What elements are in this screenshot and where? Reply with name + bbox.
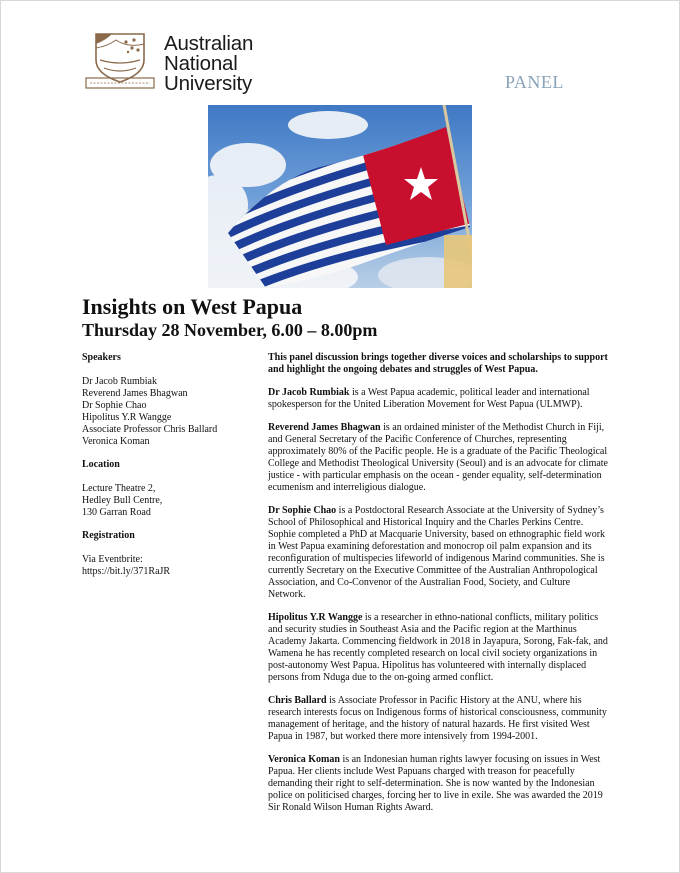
bio-text: is Associate Professor in Pacific History at the ANU, where his research interests focus on Indigenous forms of historical consciousness, community management of heritage, and the history of natural hazards. He first visited West Papua in 1987, but worked there more intensively from 1994-2001. — [268, 695, 607, 742]
bio-chao — [268, 505, 608, 601]
speaker-item: Associate Professor Chris Ballard — [82, 424, 218, 435]
bio-bhagwan — [268, 422, 608, 494]
event-details-sidebar — [82, 352, 257, 589]
registration-heading: Registration — [82, 530, 135, 541]
flag-illustration — [208, 105, 472, 288]
intro-paragraph: This panel discussion brings together diverse voices and scholarships to support and highlight the ongoing debates and struggles of West Papua. — [268, 352, 608, 375]
speakers-list — [82, 376, 257, 448]
bio-wangge — [268, 612, 608, 684]
bio-name: Dr Jacob Rumbiak — [268, 387, 350, 398]
bio-text: is a Postdoctoral Research Associate at the University of Sydney’s School of Philosophical and Historical Inquiry and the Charles Perkins Centre. Sophie completed a PhD at Macquarie University, based on ethnographic field work in West Papua examining deforestation and monocrop oil palm expansion and its reconfiguration of multispecies lifeworld of indigenous Marind communities. She is currently Secretary on the Executive Committee of the Australian Anthropological Association, and Co-Convenor of the Australian Food, Society, and Culture Network. — [268, 505, 606, 600]
speaker-item: Veronica Koman — [82, 436, 150, 447]
event-title: Insights on West Papua — [82, 294, 303, 319]
speaker-item: Dr Jacob Rumbiak — [82, 376, 157, 387]
speakers-heading: Speakers — [82, 352, 121, 363]
bio-rumbiak — [268, 387, 608, 411]
event-date: Thursday 28 November, 6.00 – 8.00pm — [82, 320, 378, 340]
bio-text: is an ordained minister of the Methodist Church in Fiji, and General Secretary of the Pacific Conference of Churches, representing approximately 80% of the Pacific people. He is a graduate of the Pacific Theological College and Methodist Theological University (Seoul) and is an advocate for climate justice - with particular emphasis on the ocean - gender equality, self-determination ecumenism and interreligious dialogue. — [268, 422, 608, 493]
speaker-item: Dr Sophie Chao — [82, 400, 147, 411]
location-line: Hedley Bull Centre, — [82, 495, 163, 506]
logo-line-3: University — [164, 72, 252, 95]
bio-name: Reverend James Bhagwan — [268, 422, 381, 433]
speaker-item: Hipolitus Y.R Wangge — [82, 412, 172, 423]
panel-tag: PANEL — [505, 72, 564, 92]
main-column — [268, 352, 608, 825]
bio-text: is a West Papua academic, political leader and international spokesperson for the United Liberation Movement for West Papua (ULMWP). — [268, 387, 590, 410]
location-heading: Location — [82, 459, 120, 470]
speaker-item: Reverend James Bhagwan — [82, 388, 188, 399]
bio-ballard — [268, 695, 608, 743]
registration-line: Via Eventbrite: — [82, 554, 143, 565]
bio-name: Chris Ballard — [268, 695, 327, 706]
registration-lines — [82, 554, 257, 578]
bio-text: is a researcher in ethno-national conflicts, military politics and security studies in Southeast Asia and the Pacific region at the Marthinus Academy Jakarta. Commencing fieldwork in 2018 in Jayapura, Sorong, Fak-fak, and Wamena he has recently completed research on local civil society organizations in post-autonomy West Papua. Hipolitus has volunteered with internally displaced persons from Nduga due to the on-going armed conflict. — [268, 612, 608, 683]
location-line: Lecture Theatre 2, — [82, 483, 156, 494]
anu-crest-icon — [82, 30, 158, 92]
bio-name: Veronica Koman — [268, 754, 340, 765]
bio-koman — [268, 754, 608, 814]
bio-name: Dr Sophie Chao — [268, 505, 337, 516]
bio-text: is an Indonesian human rights lawyer focusing on issues in West Papua. Her clients include West Papuans charged with treason for peacefully demanding their right to self-determination. She is now wanted by the Indonesian police on politicised charges, forcing her to live in exile. She was awarded the 2019 Sir Ronald Wilson Human Rights Award. — [268, 754, 603, 813]
anu-logo — [82, 30, 272, 94]
bio-name: Hipolitus Y.R Wangge — [268, 612, 363, 623]
logo-line-2: National — [164, 52, 238, 75]
location-line: 130 Garran Road — [82, 507, 151, 518]
registration-link[interactable]: https://bit.ly/371RaJR — [82, 566, 171, 577]
west-papua-flag-photo — [208, 105, 472, 288]
location-lines — [82, 483, 257, 519]
logo-line-1: Australian — [164, 32, 254, 55]
